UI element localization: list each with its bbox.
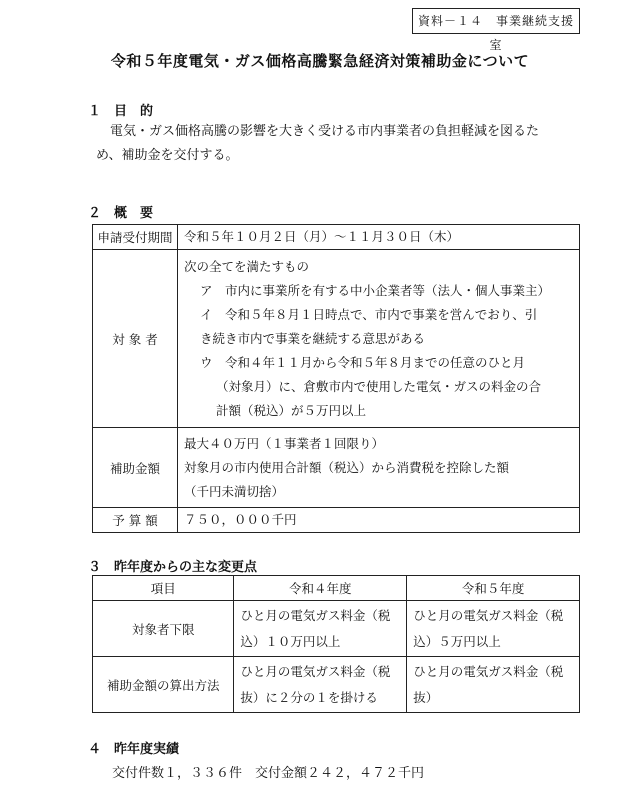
section-1-title: 目 的 [114,104,154,119]
results-text: 交付件数１，３３６件 交付金額２４２，４７２千円 [112,766,425,781]
section-4-number: ４ [88,742,102,757]
document-tag: 資料－１４ 事業継続支援室 [412,8,580,34]
cell-line: 込）５万円以上 [413,633,501,649]
period-row [93,225,580,250]
amount-row [93,428,580,508]
cell-line: ひと月の電気ガス料金（税 [413,663,564,679]
section-2-number: ２ [88,206,102,221]
target-label: 対 象 者 [93,250,178,428]
target-value [178,250,580,428]
section-4-heading [88,738,179,757]
period-label: 申請受付期間 [93,225,178,250]
budget-label: 予 算 額 [93,508,178,533]
row-item: 補助金額の算出方法 [93,657,234,713]
table-row [93,657,580,713]
period-value: 令和５年１０月２日（月）～１１月３０日（木） [178,225,580,250]
header-item: 項目 [93,576,234,601]
budget-value: ７５０，０００千円 [178,508,580,533]
cell-line: 抜）に２分の１を掛ける [240,689,378,705]
table-row [93,601,580,657]
amount-line: （千円未満切捨） [184,483,285,499]
cell-line: 込）１０万円以上 [240,633,341,649]
budget-row [93,508,580,533]
target-line: 次の全てを満たすもの [184,258,310,274]
amount-line: 最大４０万円（１事業者１回限り） [184,435,385,451]
section-3-heading [88,556,257,575]
target-line: き続き市内で事業を継続する意思がある [200,330,426,346]
target-line: 計額（税込）が５万円以上 [216,402,367,418]
section-2-heading [88,202,153,221]
section-3-number: ３ [88,560,102,575]
row-item: 対象者下限 [93,601,234,657]
row-r4-value [234,601,407,657]
section-1-line-2: め、補助金を交付する。 [96,148,239,163]
section-4-title: 昨年度実績 [114,742,180,757]
target-line: ウ 令和４年１１月から令和５年８月までの任意のひと月 [200,354,526,370]
section-1-text [96,120,556,168]
section-1-line-1: 電気・ガス価格高騰の影響を大きく受ける市内事業者の負担軽減を図るた [110,124,540,139]
header-r4: 令和４年度 [234,576,407,601]
cell-line: ひと月の電気ガス料金（税 [240,663,391,679]
target-row [93,250,580,428]
section-1-heading [88,100,153,119]
header-r5: 令和５年度 [407,576,580,601]
target-line: （対象月）に、倉敷市内で使用した電気・ガスの料金の合 [216,378,542,394]
section-1-number: １ [88,104,102,119]
row-r5-value [407,601,580,657]
amount-line: 対象月の市内使用合計額（税込）から消費税を控除した額 [184,459,510,475]
cell-line: ひと月の電気ガス料金（税 [240,607,391,623]
row-r5-value [407,657,580,713]
section-2-title: 概 要 [114,206,154,221]
target-line: ア 市内に事業所を有する中小企業者等（法人・個人事業主） [200,282,551,298]
target-line: イ 令和５年８月１日時点で、市内で事業を営んでおり、引 [200,306,538,322]
changes-table [92,575,580,713]
amount-label: 補助金額 [93,428,178,508]
changes-header-row [93,576,580,601]
cell-line: 抜） [413,689,439,705]
page-title: 令和５年度電気・ガス価格高騰緊急経済対策補助金について [110,52,530,70]
amount-value [178,428,580,508]
cell-line: ひと月の電気ガス料金（税 [413,607,564,623]
overview-table [92,224,580,533]
section-3-title: 昨年度からの主な変更点 [114,560,258,575]
row-r4-value [234,657,407,713]
